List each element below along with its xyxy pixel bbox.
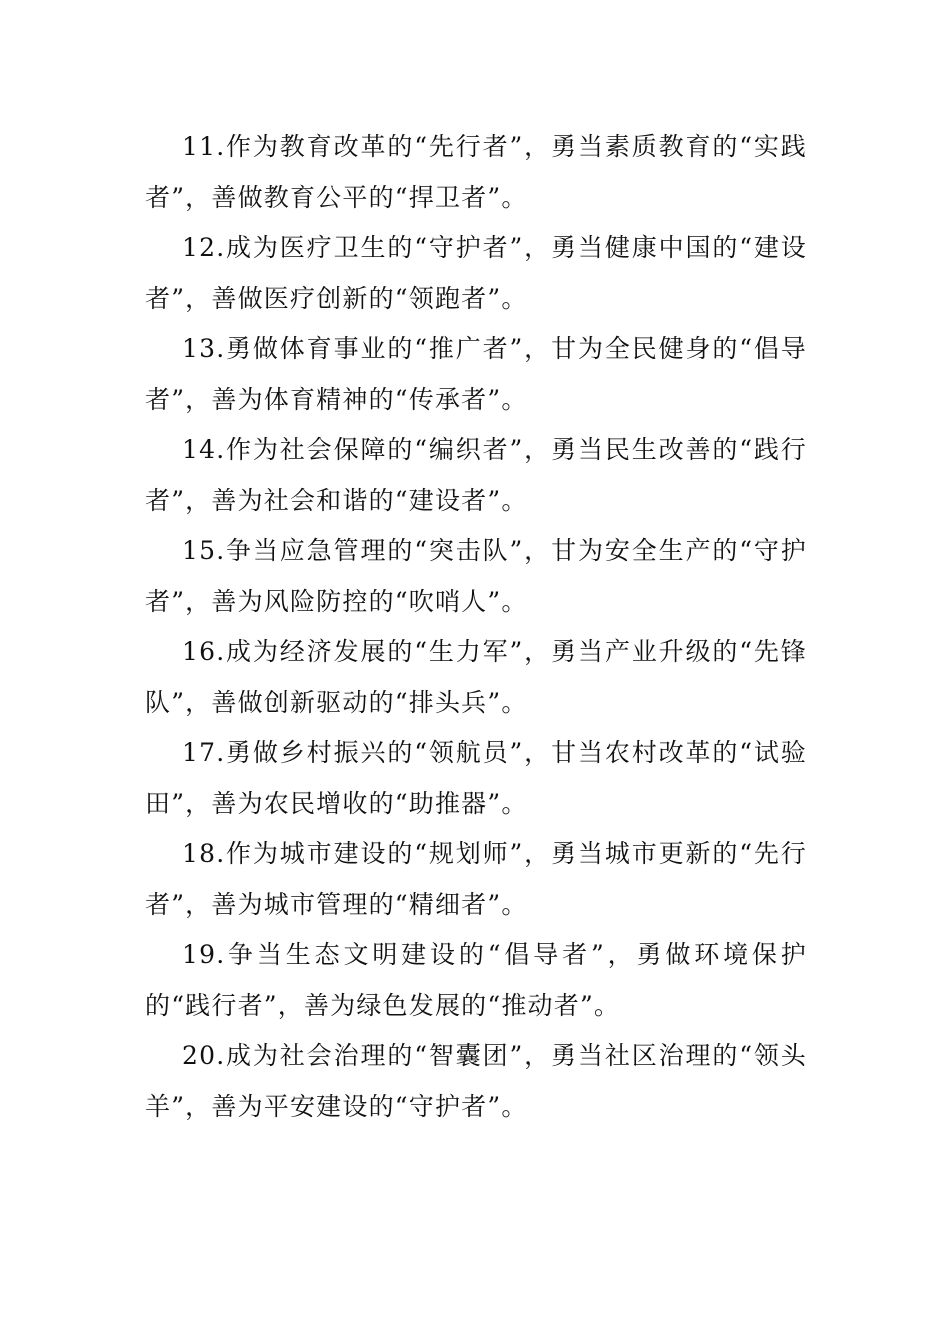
paragraph-14: 14.作为社会保障的“编织者”，勇当民生改善的“践行者”，善为社会和谐的“建设者”。: [145, 435, 807, 515]
paragraph-12: 12.成为医疗卫生的“守护者”，勇当健康中国的“建设者”，善做医疗创新的“领跑者”。: [145, 233, 807, 313]
paragraph-11: 11.作为教育改革的“先行者”，勇当素质教育的“实践者”，善做教育公平的“捍卫者”。: [145, 132, 807, 212]
paragraph-20: 20.成为社会治理的“智囊团”，勇当社区治理的“领头羊”，善为平安建设的“守护者”。: [145, 1041, 807, 1121]
paragraph-19: 19.争当生态文明建设的“倡导者”，勇做环境保护的“践行者”，善为绿色发展的“推动者”。: [145, 940, 807, 1020]
paragraph-16: 16.成为经济发展的“生力军”，勇当产业升级的“先锋队”，善做创新驱动的“排头兵”。: [145, 637, 807, 717]
paragraph-17: 17.勇做乡村振兴的“领航员”，甘当农村改革的“试验田”，善为农民增收的“助推器”。: [145, 738, 807, 818]
paragraph-13: 13.勇做体育事业的“推广者”，甘为全民健身的“倡导者”，善为体育精神的“传承者”。: [145, 334, 807, 414]
paragraph-18: 18.作为城市建设的“规划师”，勇当城市更新的“先行者”，善为城市管理的“精细者”。: [145, 839, 807, 919]
document-body: [145, 122, 807, 1132]
paragraph-15: 15.争当应急管理的“突击队”，甘为安全生产的“守护者”，善为风险防控的“吹哨人”。: [145, 536, 807, 616]
